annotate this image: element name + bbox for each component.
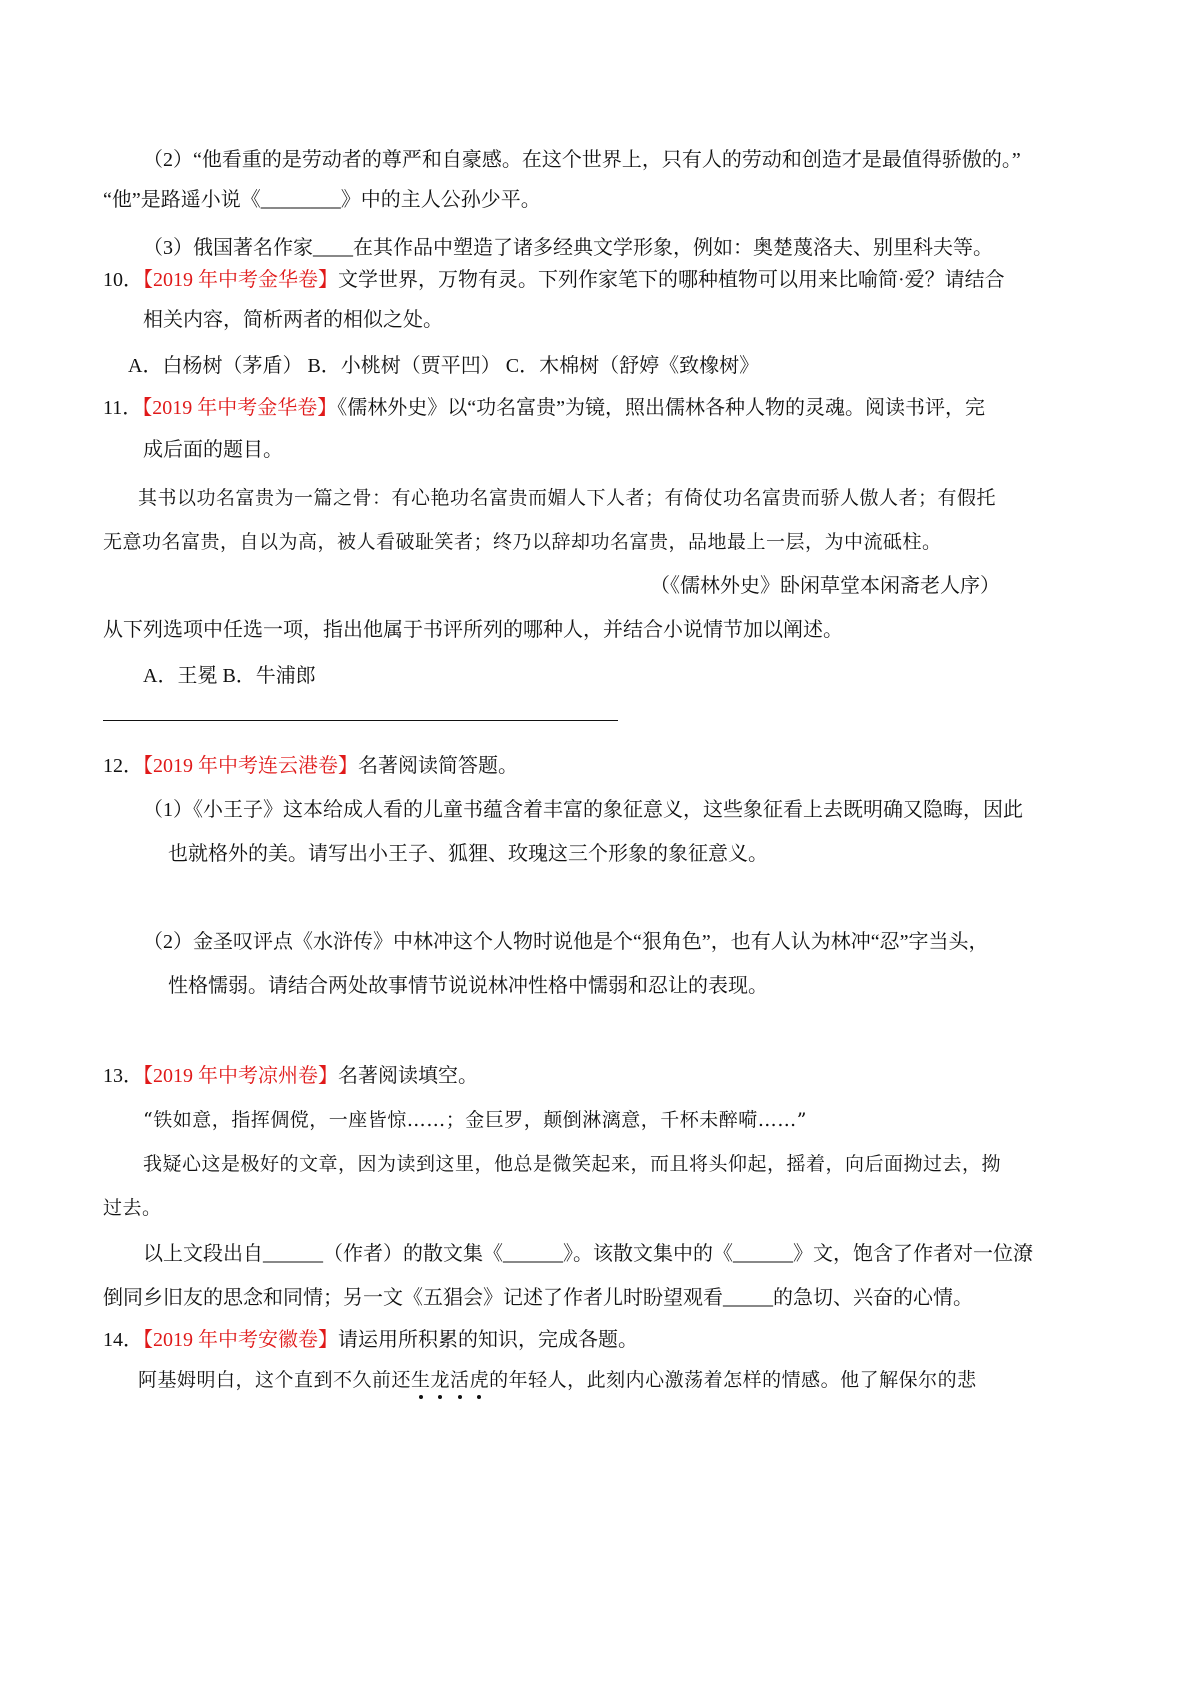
emphasized-phrase [411,1369,489,1391]
q13-line1 [103,1062,478,1090]
q12-sub2-line1: （2）金圣叹评点《水浒传》中林冲这个人物时说他是个“狠角色”，也有人认为林冲“忍”字当头， [143,931,989,953]
q13-quote-line1: “铁如意，指挥倜傥，一座皆惊……；金巨罗，颠倒淋漓意，千杯未醉嗬……” [143,1109,807,1131]
q11-line2: 成后面的题目。 [143,439,283,461]
question-number: 14． [103,1329,143,1351]
question-number: 13． [103,1065,143,1087]
answer-line [103,720,618,721]
q9-sub2-line2: “他”是路遥小说《________》中的主人公孙少平。 [103,189,541,211]
quote-text: 的年轻人，此刻内心激荡着怎样的情感。他了解保尔的悲 [489,1369,977,1391]
question-text: 请运用所积累的知识，完成各题。 [338,1329,638,1351]
q11-citation: （《儒林外史》卧闲草堂本闲斋老人序） [650,575,1000,597]
q13-body-line1: 以上文段出自______（作者）的散文集《______》。该散文集中的《______》文，饱含了作者对一位潦 [143,1243,1033,1265]
question-text: 文学世界，万物有灵。下列作家笔下的哪种植物可以用来比喻简·爱？请结合 [338,269,1005,291]
quote-text: 阿基姆明白，这个直到不久前还 [138,1369,412,1391]
q11-line1 [103,394,985,422]
q11-quote-line2: 无意功名富贵，自以为高，被人看破耻笑者；终乃以辞却功名富贵，品地最上一层，为中流砥柱。 [103,531,942,553]
q13-quote-line3: 过去。 [103,1197,162,1219]
q12-sub1-line1: （1）《小王子》这本给成人看的儿童书蕴含着丰富的象征意义，这些象征看上去既明确又隐晦，因此 [143,799,1023,821]
question-text: 名著阅读填空。 [338,1065,478,1087]
q13-body-line2: 倒同乡旧友的思念和同情；另一文《五猖会》记述了作者儿时盼望观看_____的急切、兴奋的心情。 [103,1287,973,1309]
q10-line2: 相关内容，简析两者的相似之处。 [143,309,443,331]
question-text: 《儒林外史》以“功名富贵”为镜，照出儒林各种人物的灵魂。阅读书评，完 [337,397,986,419]
exam-source: 【2019 年中考金华卷】 [143,269,338,291]
q12-line1 [103,752,518,780]
emphasis-dot-char: 龙 [430,1369,451,1391]
question-text: 名著阅读简答题。 [358,755,518,777]
emphasis-dot-char: 生 [411,1369,431,1391]
emphasis-dot-char: 活 [450,1369,470,1391]
q13-quote-line2: 我疑心这是极好的文章，因为读到这里，他总是微笑起来，而且将头仰起，摇着，向后面拗过去，拗 [143,1153,1002,1175]
exam-source: 【2019 年中考连云港卷】 [143,755,358,777]
q9-sub3: （3）俄国著名作家____在其作品中塑造了诸多经典文学形象，例如：奥楚蔑洛夫、别里科夫等。 [143,237,993,259]
exam-source: 【2019 年中考金华卷】 [142,397,338,419]
q11-quote-line1: 其书以功名富贵为一篇之骨：有心艳功名富贵而媚人下人者；有倚仗功名富贵而骄人傲人者；有假托 [138,487,997,509]
q12-sub1-line2: 也就格外的美。请写出小王子、狐狸、玫瑰这三个形象的象征意义。 [168,843,768,865]
q12-sub2-line2: 性格懦弱。请结合两处故事情节说说林冲性格中懦弱和忍让的表现。 [168,975,768,997]
q11-options: A．王冕 B．牛浦郎 [143,665,316,687]
exam-source: 【2019 年中考凉州卷】 [143,1065,338,1087]
emphasis-dot-char: 虎 [469,1369,490,1391]
question-number: 11． [103,397,143,419]
q10-options: A．白杨树（茅盾） B．小桃树（贾平凹） C．木棉树（舒婷《致橡树》 [128,355,760,377]
q10-line1 [103,266,1005,294]
q14-line1 [103,1326,638,1354]
question-number: 10． [103,269,143,291]
exam-source: 【2019 年中考安徽卷】 [143,1329,338,1351]
q14-quote [138,1366,977,1394]
q9-sub2-line1: （2）“他看重的是劳动者的尊严和自豪感。在这个世界上，只有人的劳动和创造才是最值得骄傲的。” [143,149,1021,171]
q11-task: 从下列选项中任选一项，指出他属于书评所列的哪种人，并结合小说情节加以阐述。 [103,619,843,641]
question-number: 12． [103,755,143,777]
